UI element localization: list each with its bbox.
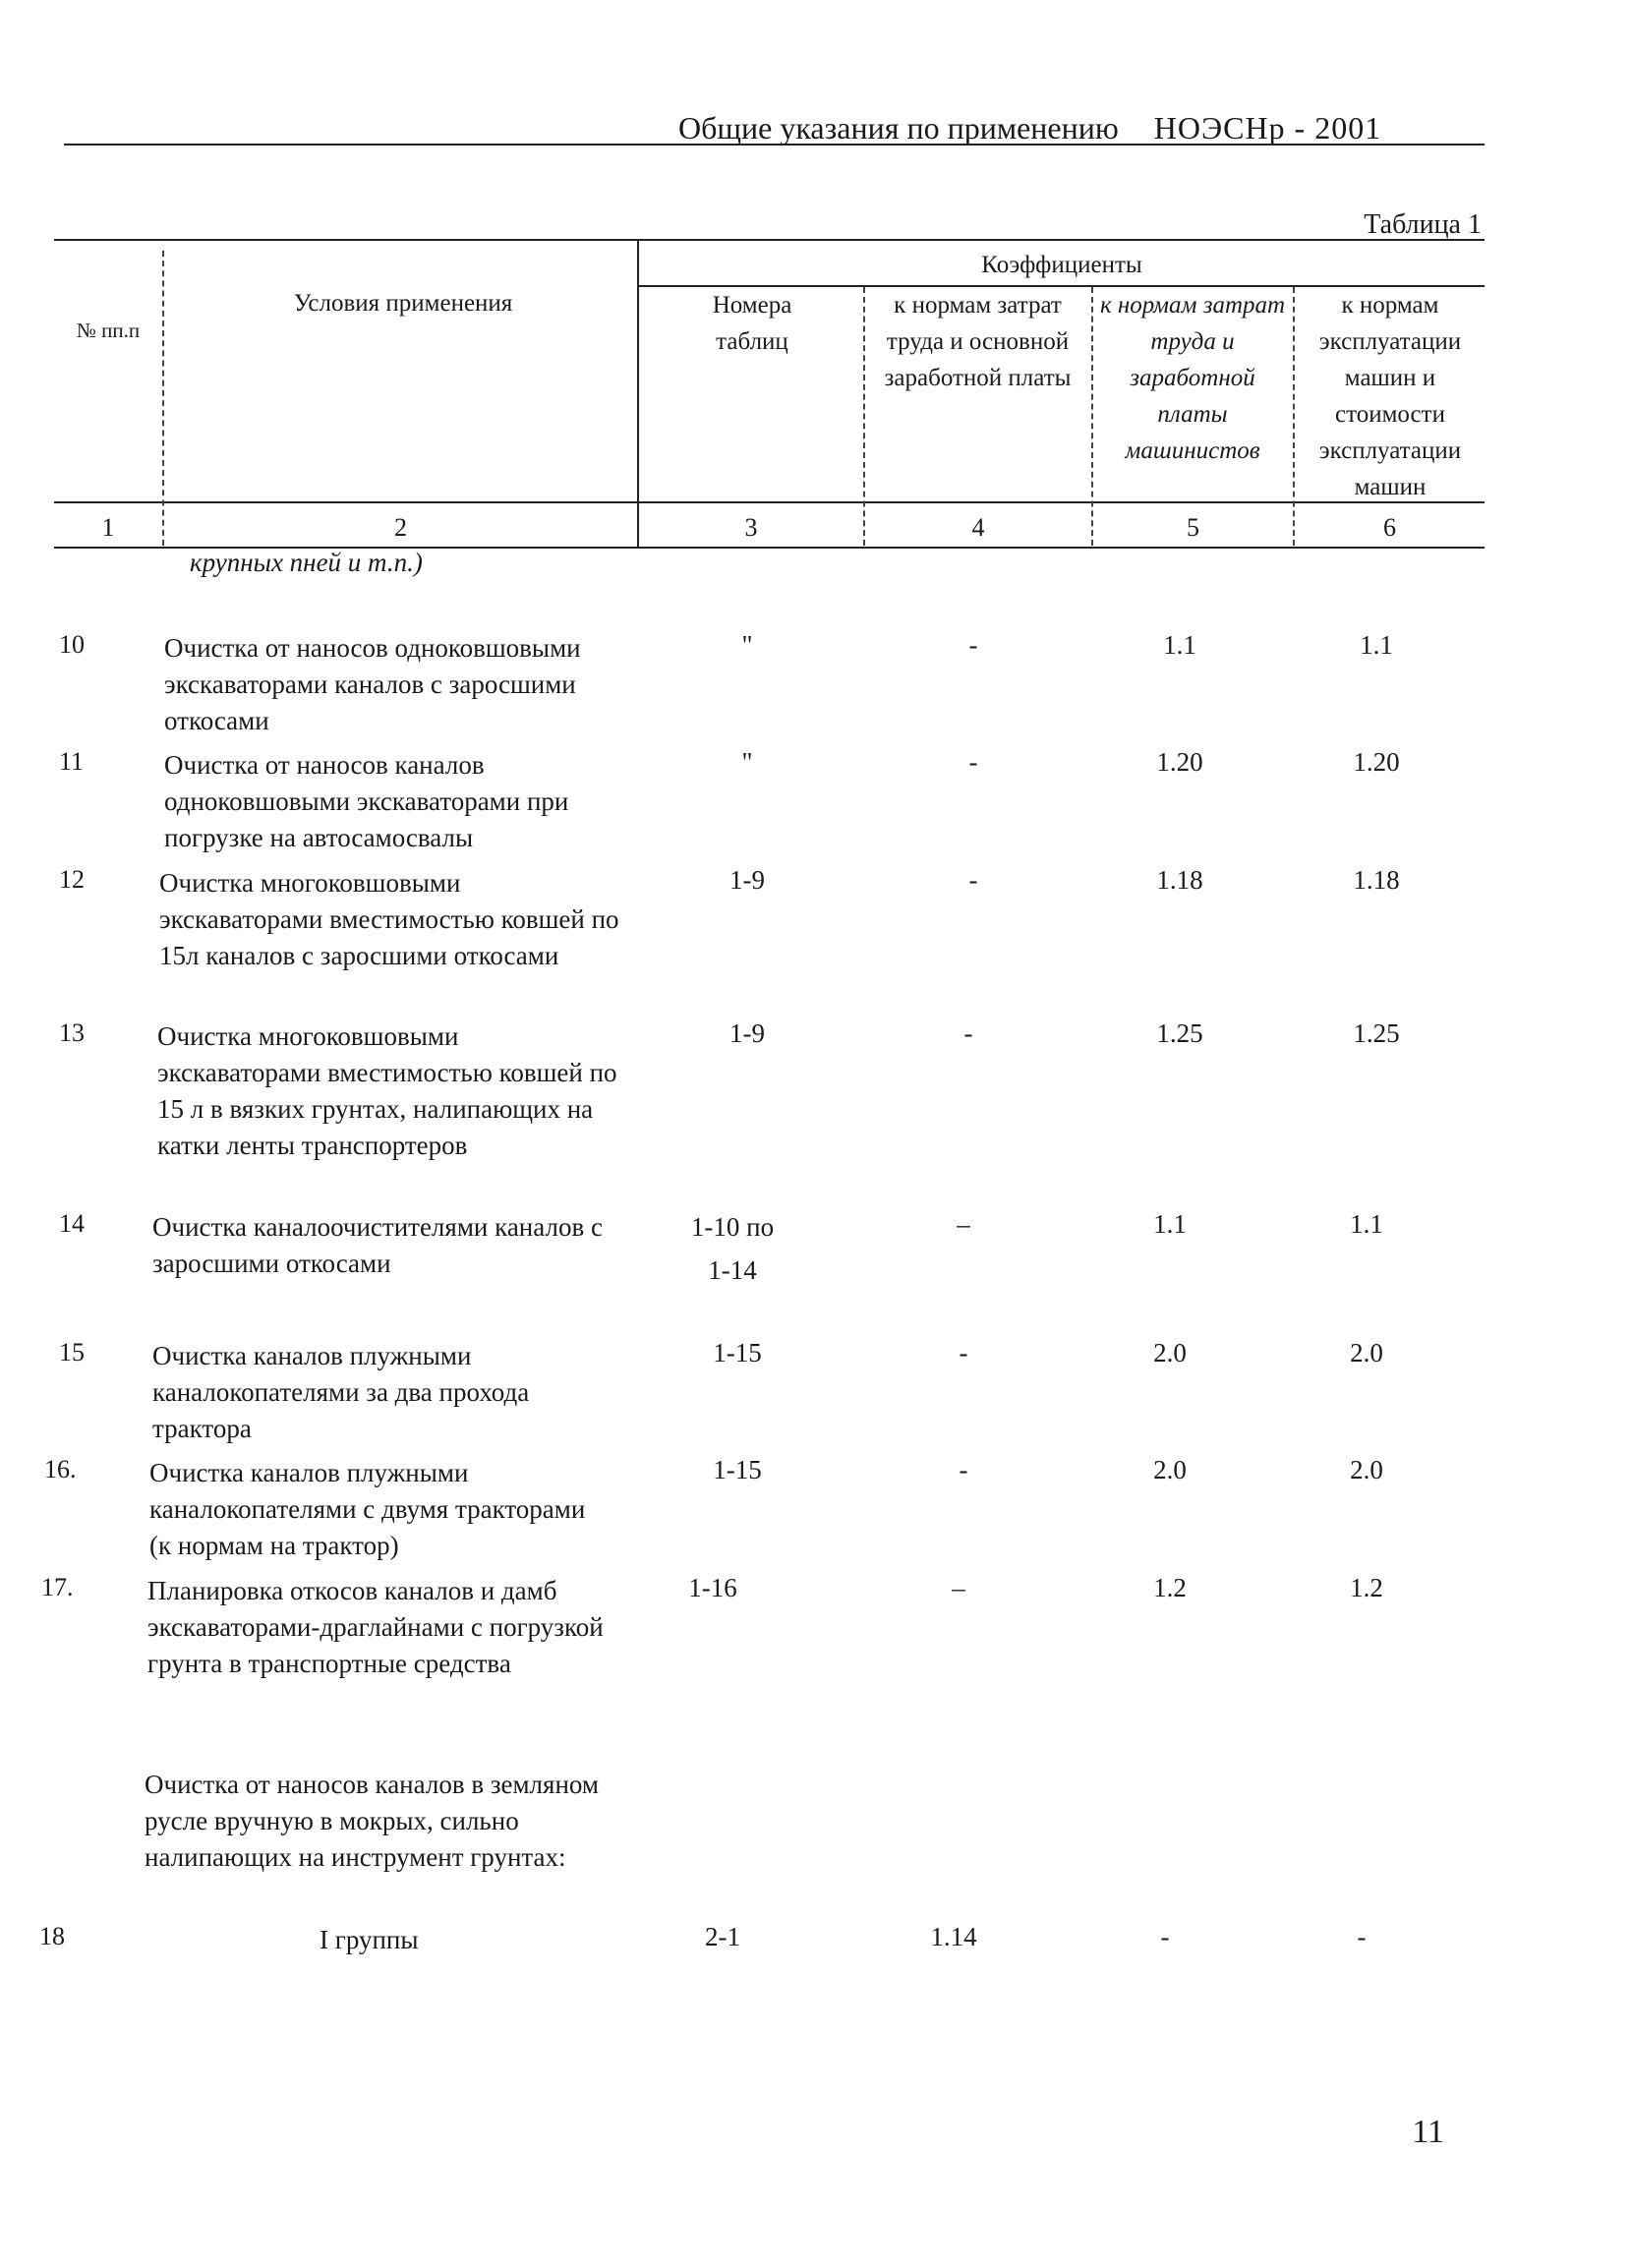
row-coef-exploitation: 1.1 bbox=[1360, 630, 1393, 660]
col-number-2: 2 bbox=[394, 513, 407, 542]
header-rule bbox=[64, 144, 1485, 145]
header-title: Общие указания по применению bbox=[678, 110, 1119, 145]
row-description: Очистка многоковшовыми экскаваторами вместимостью ковшей по 15л каналов с заросшими откосами bbox=[159, 868, 619, 970]
row-coef-labor: - bbox=[968, 747, 978, 777]
col-header-machinists: к нормам затрат труда и заработной платы машинистов bbox=[1099, 292, 1286, 464]
table-top-rule bbox=[54, 239, 1485, 241]
row-coef-exploitation: 1.1 bbox=[1350, 1209, 1383, 1239]
row-coef-machinists: 1.1 bbox=[1153, 1209, 1187, 1239]
row-coef-labor: - bbox=[968, 630, 978, 660]
row-number: 10 bbox=[59, 630, 85, 659]
col-number-6: 6 bbox=[1383, 513, 1396, 542]
row-coef-machinists: 2.0 bbox=[1153, 1338, 1187, 1367]
row-coef-labor: – bbox=[952, 1573, 965, 1602]
row-tables: " bbox=[741, 630, 753, 660]
header-bottom-rule bbox=[54, 501, 1485, 503]
row-coef-labor: - bbox=[959, 1455, 968, 1484]
row-number: 13 bbox=[59, 1018, 85, 1047]
vline-1 bbox=[162, 251, 164, 546]
row-tables: 1-9 bbox=[729, 1018, 765, 1048]
row-tables: 1-15 bbox=[713, 1338, 762, 1367]
row-coef-exploitation: 1.18 bbox=[1353, 865, 1400, 895]
row-tables: 2-1 bbox=[705, 1922, 740, 1951]
row-number: 14 bbox=[59, 1209, 85, 1238]
vline-3 bbox=[863, 287, 865, 546]
row-tables: 1-9 bbox=[729, 865, 765, 895]
table-label: Таблица 1 bbox=[1364, 209, 1482, 240]
row-coef-machinists: 2.0 bbox=[1153, 1455, 1187, 1484]
row-coef-machinists: 1.1 bbox=[1163, 630, 1196, 660]
row-tables: 1-15 bbox=[713, 1455, 762, 1484]
col-number-3: 3 bbox=[744, 513, 758, 542]
page-number: 11 bbox=[1412, 2114, 1444, 2150]
row-coef-machinists: 1.25 bbox=[1156, 1018, 1203, 1048]
row-coef-machinists: - bbox=[1160, 1922, 1170, 1951]
vline-4 bbox=[1091, 287, 1093, 546]
row-coef-machinists: 1.18 bbox=[1156, 865, 1203, 895]
row-coef-labor: 1.14 bbox=[930, 1922, 977, 1951]
row-coef-exploitation: 1.20 bbox=[1353, 747, 1400, 777]
col-header-labor: к нормам затрат труда и основной заработной платы bbox=[884, 292, 1072, 391]
row-coef-exploitation: 1.2 bbox=[1350, 1573, 1383, 1602]
row-tables: " bbox=[741, 747, 753, 777]
row-number: 11 bbox=[59, 747, 85, 776]
row-coef-exploitation: 2.0 bbox=[1350, 1455, 1383, 1484]
row-description: Очистка каналов плужными каналокопателями за два прохода трактора bbox=[152, 1341, 530, 1443]
col-header-tables: Номера таблиц bbox=[712, 292, 792, 355]
row-description: Очистка каналов плужными каналокопателями с двумя тракторами (к нормам на трактор) bbox=[149, 1458, 586, 1560]
row-description: Очистка многоковшовыми экскаваторами вместимостью ковшей по 15 л в вязких грунтах, налипающих на катки ленты транспортеров bbox=[157, 1021, 617, 1160]
col-number-1: 1 bbox=[101, 513, 115, 542]
row-number: 15 bbox=[59, 1338, 85, 1367]
group-intro: Очистка от наносов каналов в земляном русле вручную в мокрых, сильно налипающих на инструмент грунтах: bbox=[145, 1770, 599, 1872]
row-coef-labor: - bbox=[968, 865, 978, 895]
col-number-5: 5 bbox=[1187, 513, 1199, 542]
row-number: 12 bbox=[59, 865, 85, 894]
row-tables: 1-10 по 1-14 bbox=[690, 1212, 775, 1285]
header-code: НОЭСНр - 2001 bbox=[1153, 110, 1382, 145]
col-number-4: 4 bbox=[971, 513, 985, 542]
vline-5 bbox=[1293, 287, 1295, 546]
row-coef-labor: – bbox=[957, 1209, 970, 1239]
row-description: Планировка откосов каналов и дамб экскаваторами-драглайнами с погрузкой грунта в транспортные средства bbox=[147, 1576, 604, 1678]
row-coef-machinists: 1.2 bbox=[1153, 1573, 1187, 1602]
continuation-text: крупных пней и т.п.) bbox=[190, 548, 423, 577]
row-number: 17. bbox=[41, 1573, 74, 1601]
col-header-coefficients: Коэффициенты bbox=[981, 252, 1142, 278]
row-description: Очистка от наносов каналов одноковшовыми экскаваторами при погрузке на автосамосвалы bbox=[164, 750, 569, 852]
col-header-conditions: Условия применения bbox=[293, 290, 513, 317]
col-header-num: № пп.п bbox=[76, 319, 141, 342]
row-coef-machinists: 1.20 bbox=[1156, 747, 1203, 777]
row-coef-exploitation: - bbox=[1357, 1922, 1367, 1951]
row-description: Очистка каналоочистителями каналов с заросшими откосами bbox=[152, 1212, 603, 1278]
vline-2 bbox=[637, 239, 639, 547]
row-coef-exploitation: 2.0 bbox=[1350, 1338, 1383, 1367]
row-number: 18 bbox=[39, 1922, 65, 1950]
row-coef-labor: - bbox=[959, 1338, 968, 1367]
col-header-exploitation: к нормам эксплуатации машин и стоимости эксплуатации машин bbox=[1318, 292, 1462, 500]
row-coef-labor: - bbox=[963, 1018, 973, 1048]
row-description: I группы bbox=[320, 1925, 419, 1954]
row-tables: 1-16 bbox=[688, 1573, 737, 1602]
running-header bbox=[678, 110, 1381, 146]
row-description: Очистка от наносов одноковшовыми экскаваторами каналов с заросшими откосами bbox=[164, 633, 581, 735]
row-coef-exploitation: 1.25 bbox=[1353, 1018, 1400, 1048]
row-number: 16. bbox=[44, 1455, 77, 1483]
